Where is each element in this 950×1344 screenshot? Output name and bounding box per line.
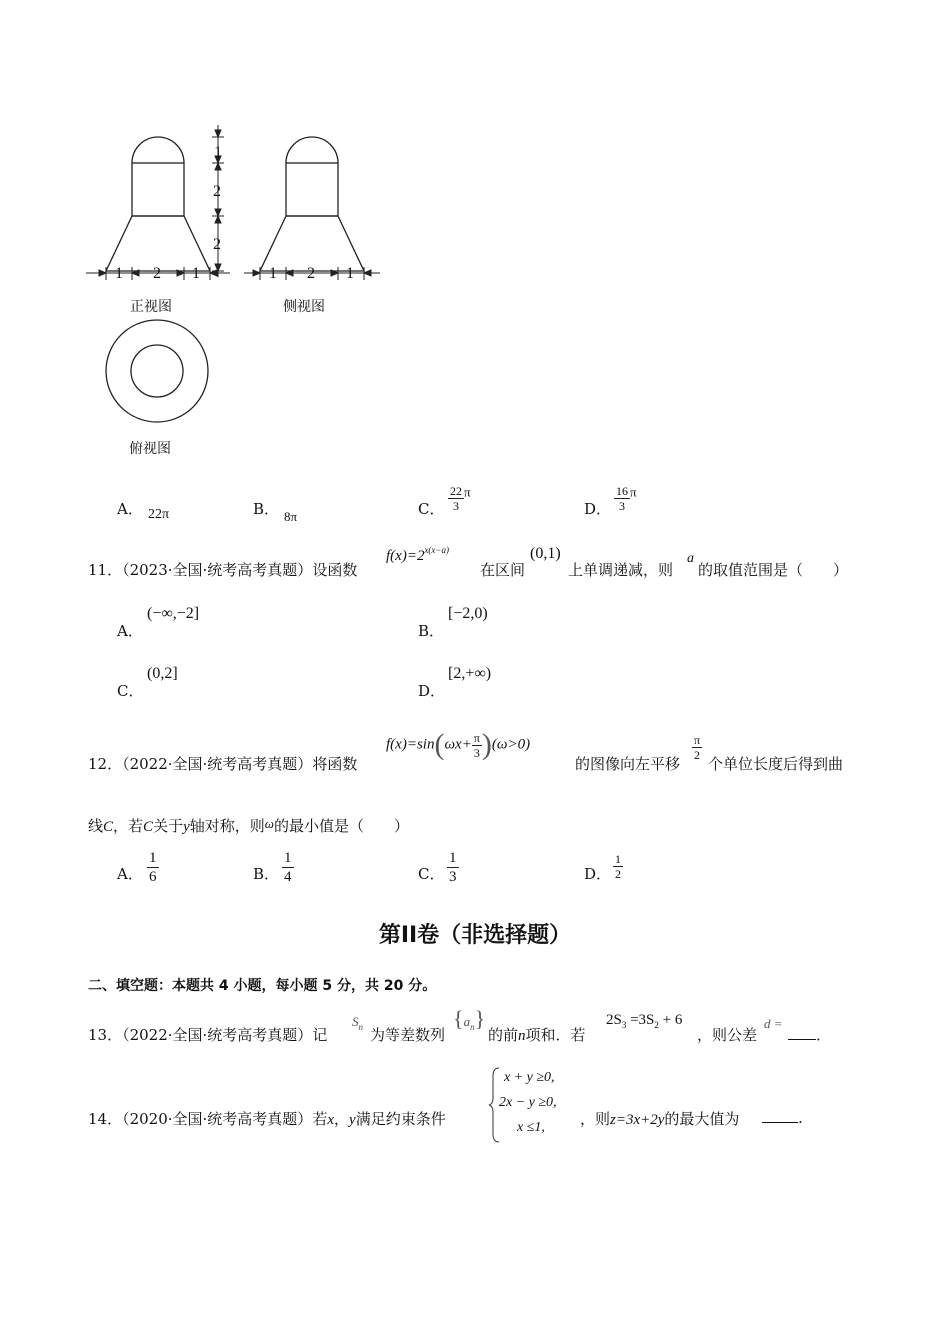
q12-text3: 个单位长度后得到曲 (708, 755, 844, 773)
q11-text4: 的取值范围是（ ） (698, 561, 849, 579)
q12-number: 12． (88, 755, 123, 773)
q14-constraint-1: x + y ≥0, (504, 1070, 555, 1085)
three-view-figure (80, 115, 400, 470)
section2-header: 二、填空题：本题共 4 小题，每小题 5 分，共 20 分。 (88, 978, 437, 994)
front-view-frustum (106, 216, 210, 271)
q10-option-a-value: 22π (148, 507, 170, 522)
side-view-cylinder (286, 163, 338, 216)
q11-option-d-value: [2,+∞) (448, 665, 492, 682)
q11-stem: 11．（2023·全国·统考高考真题）设函数 (88, 561, 358, 579)
q11-interval: (0,1) (530, 545, 561, 562)
q13-stem: 13．（2022·全国·统考高考真题）记 (88, 1026, 328, 1044)
q12-option-d-value: $\frac{1}{2}$ (615, 852, 621, 881)
q12-option-c[interactable]: C． (418, 865, 445, 883)
q10-option-d[interactable]: D． (584, 500, 612, 518)
q13-an: $\{a_n\}$ (453, 1006, 486, 1032)
q11-text2: 在区间 (480, 561, 526, 579)
q11-function: $f(x)=2^{x(x-a)}$ (386, 545, 449, 564)
q12-option-a-value: $\frac{1}{6}$ (149, 850, 157, 885)
front-view-cylinder (132, 163, 184, 216)
q12-option-c-value: $\frac{1}{3}$ (449, 850, 457, 885)
dim-side-left-1: 1 (269, 265, 277, 282)
q14-stem: 14．（2020·全国·统考高考真题）若x，y满足约束条件 (88, 1110, 446, 1128)
q10-option-c[interactable]: C． (418, 500, 445, 518)
q12-text2: 的图像向左平移 (575, 755, 681, 773)
section-title: 第II卷（非选择题） (378, 923, 572, 948)
dim-low-2: 2 (213, 236, 221, 253)
q11-option-b-value: [−2,0) (448, 605, 488, 622)
q14-source: （2020·全国·统考高考真题） (122, 1110, 313, 1128)
q12-stem-line2: 线C，若C关于y轴对称，则ω的最小值是（ ） (88, 816, 409, 835)
side-view-frustum (260, 216, 364, 271)
q12-option-d[interactable]: D． (584, 865, 612, 883)
q13-answer-blank[interactable]: ． (788, 1024, 831, 1045)
top-view-outer-circle (106, 320, 208, 422)
q12-function: f(x)=sin(ωx+ $\frac{\pi}{3}$ )(ω>0) (386, 728, 531, 761)
q11-option-c-value: (0,2] (147, 665, 178, 682)
q12-option-b-value: $\frac{1}{4}$ (284, 850, 292, 885)
dim-mid-2: 2 (213, 183, 221, 200)
q11-var-a: a (687, 551, 694, 566)
q13-text2: 为等差数列 (370, 1026, 446, 1044)
q10-option-b[interactable]: B． (253, 500, 280, 518)
q13-text5: ，则公差 (697, 1026, 758, 1044)
q10-option-d-value: $\frac{16}{3}$ π (616, 484, 637, 513)
q11-option-d[interactable]: D． (418, 682, 446, 700)
dim-top-1: 1 (214, 144, 222, 161)
q11-option-b[interactable]: B． (418, 622, 445, 640)
side-view-dome (286, 137, 338, 163)
q12-option-b[interactable]: B． (253, 865, 280, 883)
q13-source: （2022·全国·统考高考真题） (122, 1026, 313, 1044)
front-view-label: 正视图 (130, 299, 172, 315)
top-view-inner-circle (131, 345, 183, 397)
q14-constraint-2: 2x − y ≥0, (499, 1095, 557, 1110)
q11-text3: 上单调递减，则 (568, 561, 674, 579)
q14-answer-blank[interactable]: . (762, 1108, 803, 1127)
dim-side-right-1: 1 (346, 265, 354, 282)
q11-source: （2023·全国·统考高考真题） (122, 561, 313, 579)
dim-front-mid-2: 2 (153, 265, 161, 282)
dim-side-mid-2: 2 (307, 265, 315, 282)
q12-shift-frac: $\frac{\pi}{2}$ (694, 733, 701, 762)
q14-number: 14． (88, 1110, 123, 1128)
dim-front-right-1: 1 (192, 265, 200, 282)
q10-option-c-value: $\frac{22}{3}$ π (450, 484, 471, 513)
q13-d: d = (764, 1016, 783, 1031)
q13-equation: $2S_3 =3S_2 + 6$ (606, 1012, 683, 1030)
q12-stem: 12．（2022·全国·统考高考真题）将函数 (88, 755, 358, 773)
q13-sn: $S_n$ (352, 1014, 363, 1032)
q13-text3: 的前n项和．若 (488, 1026, 586, 1044)
q10-option-a[interactable]: A． (117, 500, 143, 518)
side-view-label: 侧视图 (283, 299, 325, 315)
top-view-label: 俯视图 (129, 441, 171, 457)
q14-tail: ，则z=3x+2y的最大值为 (580, 1110, 740, 1128)
q11-option-c[interactable]: C． (117, 682, 144, 700)
q12-source: （2022·全国·统考高考真题） (122, 755, 313, 773)
dim-front-left-1: 1 (115, 265, 123, 282)
q10-option-b-value: 8π (284, 509, 298, 524)
q11-option-a-value: (−∞,−2] (147, 605, 200, 622)
q11-number: 11． (88, 561, 123, 579)
q11-option-a[interactable]: A． (117, 622, 143, 640)
q12-option-a[interactable]: A． (117, 865, 143, 883)
q14-constraint-3: x ≤1, (517, 1120, 545, 1135)
q13-number: 13． (88, 1026, 123, 1044)
front-view-dome (132, 137, 184, 163)
